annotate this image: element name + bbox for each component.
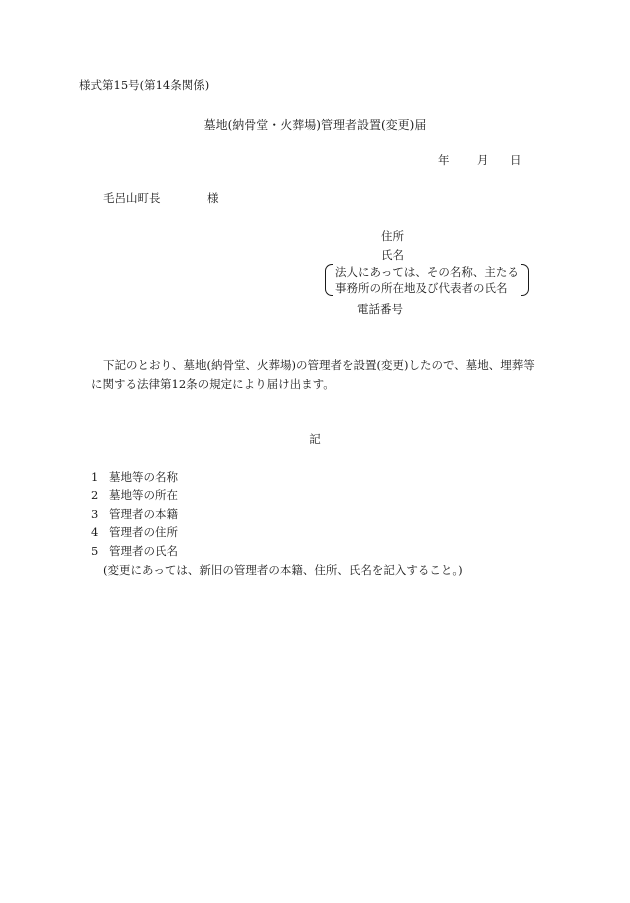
address-label: 住所 [381, 229, 404, 243]
date-month-label: 月 [477, 153, 489, 167]
form-number: 様式第15号(第14条関係) [79, 78, 210, 92]
item-label: 管理者の本籍 [109, 507, 178, 521]
item-label: 管理者の氏名 [109, 544, 178, 558]
item-number: 4 [91, 525, 99, 539]
list-item [91, 546, 178, 558]
body-text-line1: 下記のとおり、墓地(納骨堂、火葬場)の管理者を設置(変更)したので、墓地、埋葬等 [103, 358, 535, 372]
phone-label: 電話番号 [357, 302, 403, 316]
item-label: 墓地等の所在 [109, 488, 178, 502]
list-item [91, 509, 178, 521]
list-item [91, 472, 178, 484]
item-number: 2 [91, 488, 99, 502]
right-bracket [521, 264, 529, 296]
corporate-note [325, 264, 529, 296]
document-title: 墓地(納骨堂・火葬場)管理者設置(変更)届 [203, 118, 427, 132]
list-item [91, 490, 178, 502]
addressee-name: 毛呂山町長 [103, 191, 161, 205]
item-number: 5 [91, 544, 99, 558]
addressee-honorific: 様 [207, 191, 219, 205]
date-year-label: 年 [438, 153, 450, 167]
left-bracket [325, 264, 333, 296]
item-number: 1 [91, 470, 99, 484]
item-label: 墓地等の名称 [109, 470, 178, 484]
body-text-line2: に関する法律第12条の規定により届け出ます。 [91, 377, 335, 391]
item-number: 3 [91, 507, 99, 521]
item-label: 管理者の住所 [109, 525, 178, 539]
corporate-note-line2: 事務所の所在地及び代表者の氏名 [335, 281, 508, 295]
corporate-note-line1: 法人にあっては、その名称、主たる [335, 265, 519, 279]
date-day-label: 日 [510, 153, 522, 167]
ki-heading: 記 [309, 432, 321, 446]
footnote: (変更にあっては、新旧の管理者の本籍、住所、氏名を記入すること。) [103, 563, 463, 577]
list-item [91, 527, 178, 539]
name-label: 氏名 [381, 248, 404, 262]
